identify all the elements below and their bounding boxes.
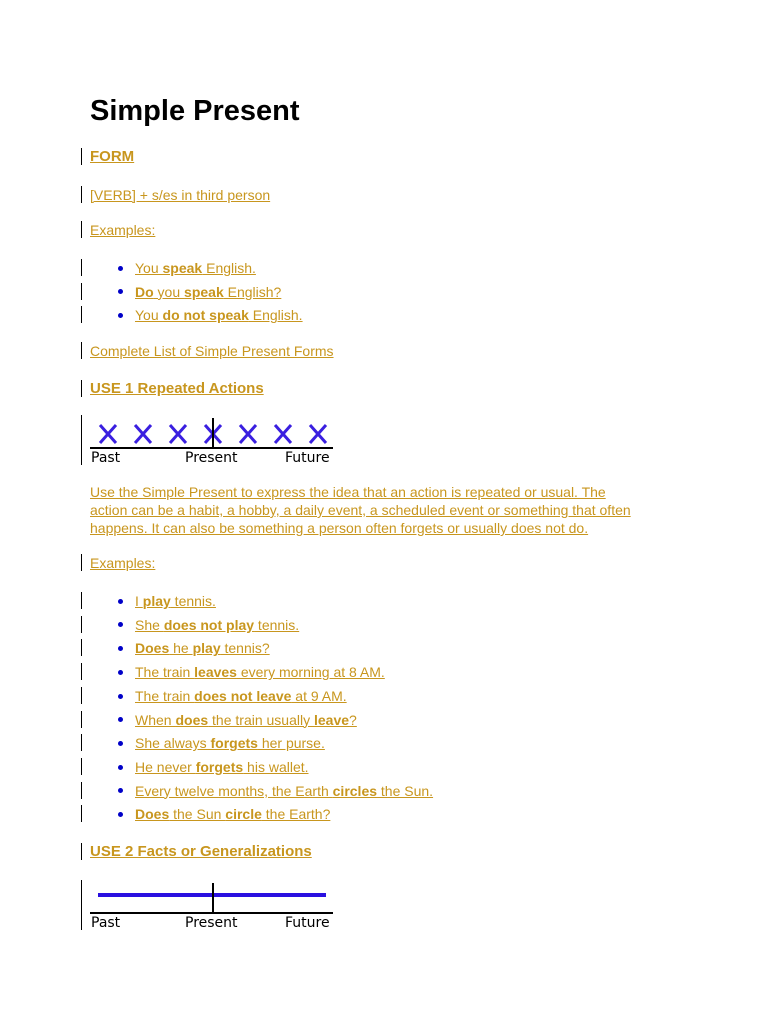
sentence-fragment: Every twelve months, the Earth [135,782,333,799]
list-item [118,687,347,705]
sentence-fragment: He never [135,758,196,775]
bullet-icon [118,313,123,318]
margin-bar [81,843,82,860]
bullet-icon [118,670,123,675]
margin-bar [81,758,82,775]
margin-bar [81,734,82,751]
list-item [118,758,309,776]
margin-bar [81,639,82,656]
margin-bar [81,592,82,609]
bullet-icon [118,266,123,271]
margin-bar [81,663,82,680]
verb-emphasis: leaves [194,664,237,681]
verb-emphasis: speak [184,283,224,300]
sentence-fragment: You [135,307,163,324]
examples-label-link[interactable]: Examples: [90,555,156,571]
sentence-fragment: She [135,616,164,633]
margin-bar [81,306,82,323]
sentence-fragment: the Sun [169,806,226,823]
sentence-fragment: English. [202,260,256,276]
example-sentence-link[interactable] [135,735,325,751]
sentence-fragment: every morning at 8 AM. [236,664,385,681]
verb-emphasis: forgets [210,735,258,752]
example-sentence-link[interactable] [135,284,281,300]
sentence-fragment: tennis. [254,616,300,633]
sentence-fragment: his wallet. [243,758,309,775]
timeline-x-mark [170,425,186,443]
margin-bar [81,283,82,300]
example-sentence-link[interactable] [135,307,303,323]
repeated-actions-timeline [88,415,348,470]
bullet-icon [118,694,123,699]
sentence-fragment: You [135,260,163,276]
sentence-fragment: The train [135,664,195,681]
list-item [118,711,357,729]
margin-bar [81,687,82,704]
example-sentence-link[interactable] [135,593,216,609]
margin-bar [81,221,82,238]
list-item [118,782,433,800]
sentence-fragment: tennis. [170,593,216,609]
sentence-fragment: When [135,711,176,728]
margin-bar [81,880,82,930]
list-item [118,805,330,823]
bullet-icon [118,646,123,651]
verb-emphasis: circles [332,782,378,799]
sentence-fragment: the Sun. [377,782,434,799]
margin-bar [81,186,82,203]
facts-timeline [88,880,348,935]
sentence-fragment: English. [248,307,303,324]
bullet-icon [118,765,123,770]
use1-description-link[interactable] [90,483,690,537]
timeline-label-present: Present [185,915,238,931]
sentence-fragment: the Earth? [261,806,331,823]
timeline-label-future: Future [285,450,330,466]
margin-bar [81,805,82,822]
verb-emphasis: speak [162,260,203,276]
verb-emphasis: play [142,593,171,609]
timeline-x-mark [310,425,326,443]
example-sentence-link[interactable] [135,664,385,680]
timeline-label-present: Present [185,450,238,466]
sentence-fragment: English? [223,283,282,300]
verb-emphasis: play [192,640,221,657]
verb-emphasis: Do [135,283,154,300]
form-formula-link[interactable]: [VERB] + s/es in third person [90,187,271,203]
bullet-icon [118,812,123,817]
example-sentence-link[interactable] [135,260,256,276]
sentence-fragment: the train usually [208,711,314,728]
timeline-label-past: Past [91,915,121,931]
margin-bar [81,782,82,799]
margin-bar [81,259,82,276]
sentence-fragment: he [169,640,193,657]
margin-bar [81,711,82,728]
verb-emphasis: do not speak [162,307,249,324]
verb-emphasis: Does [135,806,170,823]
list-item [118,616,299,634]
example-sentence-link[interactable] [135,806,330,822]
form-heading-link[interactable]: FORM [90,148,135,165]
verb-emphasis: Does [135,640,170,657]
verb-emphasis: does not leave [194,687,292,704]
bullet-icon [118,622,123,627]
verb-emphasis: does [175,711,209,728]
list-item [118,592,216,610]
margin-bar [81,616,82,633]
bullet-icon [118,289,123,294]
paragraph-line: action can be a habit, a hobby, a daily event, a scheduled event or something that often [90,502,631,518]
sentence-fragment: you [153,283,185,300]
verb-emphasis: leave [314,711,350,728]
page-title: Simple Present [90,95,300,127]
example-sentence-link[interactable] [135,783,433,799]
verb-emphasis: does not play [163,616,255,633]
margin-bar [81,554,82,571]
sentence-fragment: She always [135,735,211,752]
list-item [118,734,325,752]
timeline-label-future: Future [285,915,330,931]
timeline-x-mark [240,425,256,443]
timeline-x-mark [135,425,151,443]
sentence-fragment: The train [135,687,195,704]
example-sentence-link[interactable] [135,759,309,775]
margin-bar [81,380,82,397]
sentence-fragment: ? [349,711,357,728]
margin-bar [81,415,82,465]
sentence-fragment: I [135,593,143,609]
example-sentence-link[interactable] [135,640,270,656]
example-sentence-link[interactable] [135,688,347,704]
example-sentence-link[interactable] [135,617,299,633]
bullet-icon [118,788,123,793]
examples-label-link[interactable]: Examples: [90,222,156,238]
list-item [118,663,385,681]
timeline-x-mark [100,425,116,443]
verb-emphasis: circle [225,806,262,823]
use2-heading-link[interactable]: USE 2 Facts or Generalizations [90,843,312,860]
bullet-icon [118,717,123,722]
timeline-label-past: Past [91,450,121,466]
sentence-fragment: tennis? [220,640,270,657]
margin-bar [81,148,82,165]
list-item [118,306,303,324]
timeline-x-mark [275,425,291,443]
use1-heading-link[interactable]: USE 1 Repeated Actions [90,380,264,397]
sentence-fragment: at 9 AM. [291,687,347,704]
list-item [118,283,281,301]
example-sentence-link[interactable] [135,712,357,728]
list-item [118,259,256,277]
complete-list-link[interactable]: Complete List of Simple Present Forms [90,343,334,359]
verb-emphasis: forgets [195,758,244,775]
paragraph-line: happens. It can also be something a person often forgets or usually does not do. [90,520,589,536]
bullet-icon [118,599,123,604]
margin-bar [81,342,82,359]
paragraph-line: Use the Simple Present to express the idea that an action is repeated or usual. The [90,484,606,500]
bullet-icon [118,741,123,746]
list-item [118,639,270,657]
sentence-fragment: her purse. [257,735,325,752]
